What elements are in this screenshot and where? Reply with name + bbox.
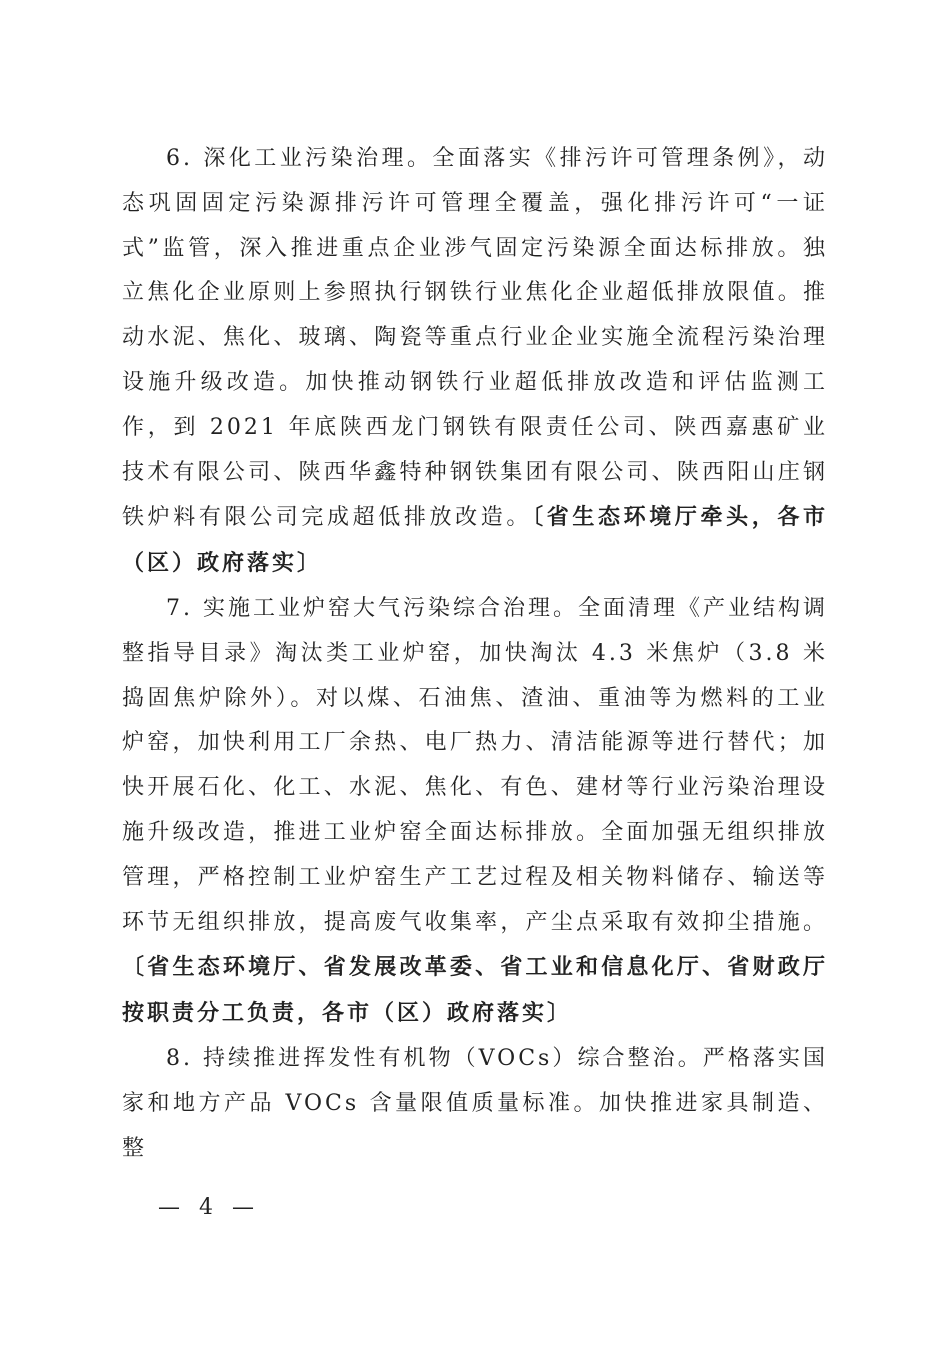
paragraph-vocs — [122, 1037, 828, 1171]
page-number: — 4 — — [158, 1195, 260, 1220]
paragraph-8-text: 8. 持续推进挥发性有机物（VOCs）综合整治。严格落实国家和地方产品 VOCs 含量限值质量标准。加快推进家具制造、整 — [122, 1045, 828, 1161]
paragraph-7-responsibility: 〔省生态环境厅、省发展改革委、省工业和信息化厅、省财政厅按职责分工负责，各市（区）政府落实〕 — [122, 954, 828, 1027]
paragraph-7-text: 7. 实施工业炉窑大气污染综合治理。全面清理《产业结构调整指导目录》淘汰类工业炉窑，加快淘汰 4.3 米焦炉（3.8 米捣固焦炉除外）。对以煤、石油焦、渣油、重油等为燃料的工业炉窑，加快利用工厂余热、电厂热力、清洁能源等进行替代；加快开展石化、化工、水泥、焦化、有色、建材等行业污染治理设施升级改造，推进工业炉窑全面达标排放。全面加强无组织排放管理，严格控制工业炉窑生产工艺过程及相关物料储存、输送等环节无组织排放，提高废气收集率，产尘点采取有效抑尘措施。 — [122, 595, 828, 935]
paragraph-industrial-kiln — [122, 587, 828, 1037]
paragraph-industrial-pollution — [122, 137, 828, 587]
document-body — [122, 137, 828, 1171]
paragraph-6-text: 6. 深化工业污染治理。全面落实《排污许可管理条例》，动态巩固固定污染源排污许可管理全覆盖，强化排污许可“一证式”监管，深入推进重点企业涉气固定污染源全面达标排放。独立焦化企业原则上参照执行钢铁行业焦化企业超低排放限值。推动水泥、焦化、玻璃、陶瓷等重点行业企业实施全流程污染治理设施升级改造。加快推动钢铁行业超低排放改造和评估监测工作，到 2021 年底陕西龙门钢铁有限责任公司、陕西嘉惠矿业技术有限公司、陕西华鑫特种钢铁集团有限公司、陕西阳山庄钢铁炉料有限公司完成超低排放改造。 — [122, 146, 828, 531]
paragraph-6-responsibility: 〔省生态环境厅牵头，各市（区）政府落实〕 — [122, 504, 828, 577]
